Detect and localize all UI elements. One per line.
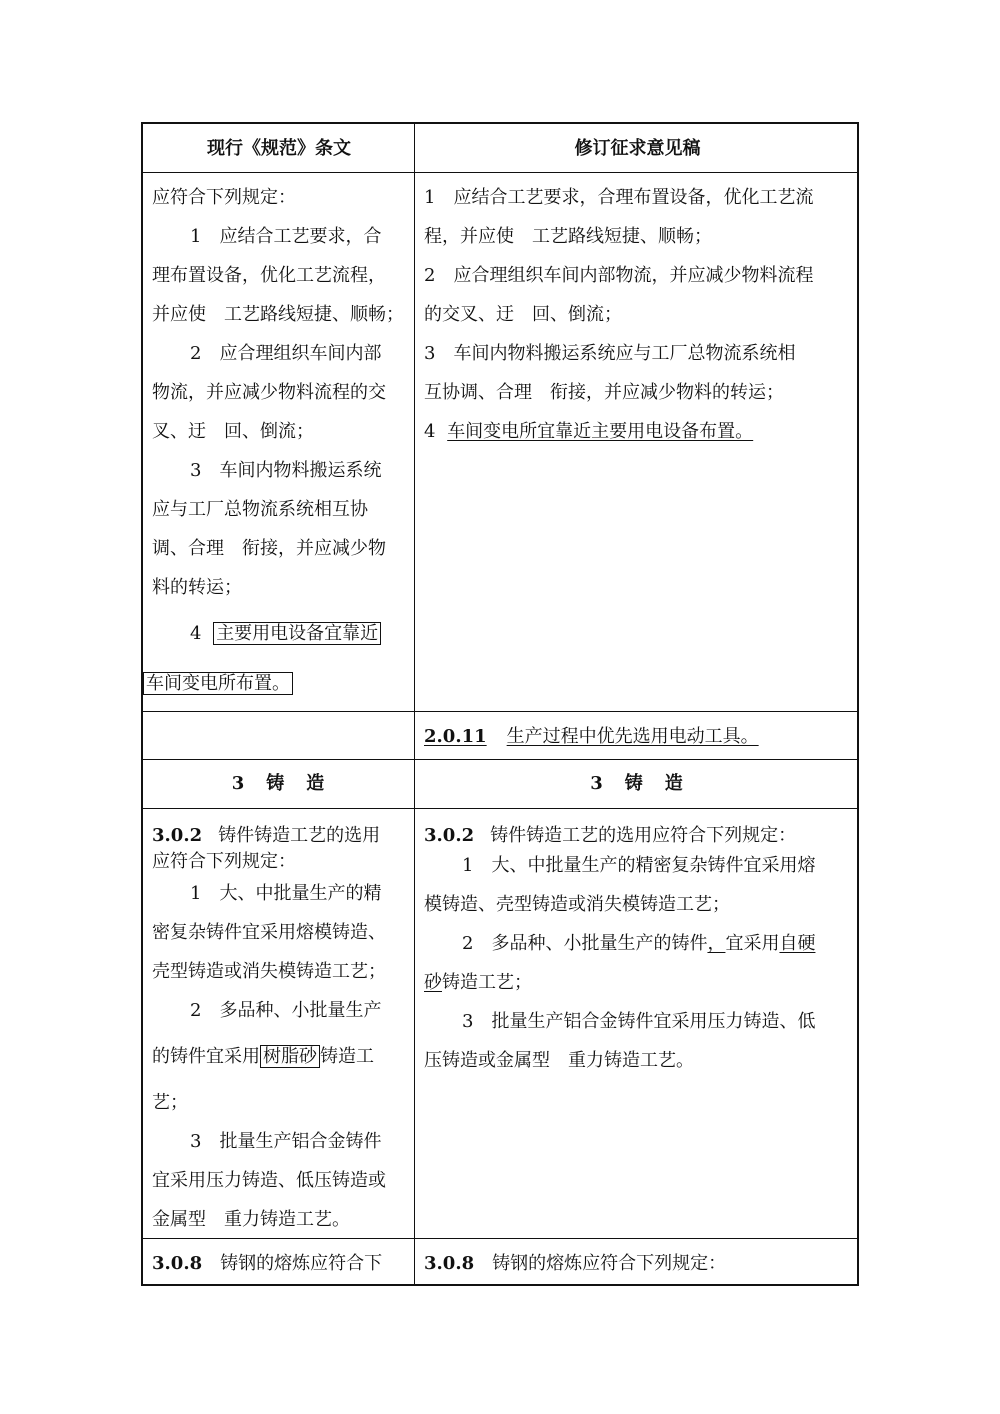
row1-left-item4 [152, 619, 381, 645]
row4-right-item2 [424, 929, 815, 955]
row4-left-line: 金属型 重力铸造工艺。 [152, 1209, 350, 1230]
header-current-code: 现行《规范》条文 [207, 138, 351, 159]
row1-left-line: 物流，并应减少物料流程的交 [152, 382, 386, 403]
row1-right-line: 1 应结合工艺要求，合理布置设备，优化工艺流 [424, 187, 814, 208]
underlined-added-text: 砂 [424, 972, 442, 993]
clause-number: 3.0.2 [152, 825, 203, 846]
underlined-added-text: ， [707, 933, 726, 954]
boxed-deleted-text: 主要用电设备宜靠近 [213, 622, 381, 645]
section-title-left: 3 铸 造 [231, 773, 327, 794]
row4-right-item2-cont [424, 968, 532, 994]
clause-text: 铸件铸造工艺的选用应符合下列规定： [490, 825, 797, 846]
header-revision-draft: 修订征求意见稿 [574, 138, 701, 159]
row4-right-line: 压铸造或金属型 重力铸造工艺。 [424, 1050, 694, 1071]
row4-left-line: 应符合下列规定： [152, 851, 296, 872]
row1-left-cell [143, 173, 414, 711]
clause-text: 铸造工艺； [442, 972, 532, 993]
clause-text: 铸件铸造工艺的选用 [218, 825, 381, 846]
item-number: 4 [190, 623, 202, 644]
row4-left-line: 3 批量生产铝合金铸件 [190, 1131, 382, 1152]
row4-right-line: 3 批量生产铝合金铸件宜采用压力铸造、低 [462, 1011, 816, 1032]
clause-text: 铸钢的熔炼应符合下 [220, 1253, 383, 1274]
row4-left-cell [143, 809, 414, 1238]
row4-left-line: 壳型铸造或消失模铸造工艺； [152, 961, 386, 982]
row1-left-line: 料的转运； [152, 577, 242, 598]
row1-right-line: 2 应合理组织车间内部物流，并应减少物料流程 [424, 265, 814, 286]
row1-left-line: 3 车间内物料搬运系统 [190, 460, 382, 481]
clause-text: 的铸件宜采用 [152, 1046, 260, 1067]
row1-right-item4 [424, 417, 753, 443]
clause-number: 2.0.11 [424, 726, 487, 747]
row4-right-line: 模铸造、壳型铸造或消失模铸造工艺； [424, 894, 730, 915]
row5-right-cell [415, 1239, 859, 1284]
row1-right-cell [415, 173, 859, 711]
row4-right-cell [415, 809, 859, 1238]
row1-right-line: 的交叉、迂 回、倒流； [424, 304, 622, 325]
clause-text: 铸钢的熔炼应符合下列规定： [492, 1253, 727, 1274]
clause-number: 3.0.8 [424, 1253, 475, 1274]
row5-left-line [152, 1249, 382, 1275]
row4-right-head [424, 821, 796, 847]
clause-text: 2 多品种、小批量生产的铸件 [462, 933, 708, 954]
row4-left-line: 密复杂铸件宜采用熔模铸造、 [152, 922, 386, 943]
row5-right-line [424, 1249, 726, 1275]
row1-left-line: 理布置设备，优化工艺流程， [152, 265, 386, 286]
row1-left-line: 应与工厂总物流系统相互协 [152, 499, 368, 520]
row1-left-line: 2 应合理组织车间内部 [190, 343, 382, 364]
section-title-right: 3 铸 造 [590, 773, 685, 794]
row1-left-line: 调、合理 衔接，并应减少物 [152, 538, 386, 559]
row1-left-item4-cont [143, 669, 293, 695]
row4-left-item2 [152, 1042, 374, 1068]
row4-left-line: 1 大、中批量生产的精 [190, 883, 382, 904]
boxed-deleted-text: 车间变电所布置。 [143, 672, 293, 695]
boxed-deleted-text: 树脂砂 [260, 1045, 320, 1068]
row1-left-line: 并应使 工艺路线短捷、顺畅； [152, 304, 404, 325]
underlined-added-text: 自硬 [779, 933, 816, 954]
row4-left-line: 艺； [152, 1092, 188, 1113]
row1-left-line: 应符合下列规定： [152, 187, 296, 208]
row4-left-head [152, 821, 380, 847]
underlined-added-text: 车间变电所宜靠近主要用电设备布置。 [447, 421, 754, 442]
clause-text: 宜采用 [725, 933, 780, 954]
row4-left-line: 宜采用压力铸造、低压铸造或 [152, 1170, 386, 1191]
row1-left-line: 叉、迂 回、倒流； [152, 421, 314, 442]
row2-right-line [424, 722, 759, 748]
row1-right-line: 互协调、合理 衔接，并应减少物料的转运； [424, 382, 784, 403]
clause-text: 铸造工 [320, 1046, 374, 1067]
row1-right-line: 程，并应使 工艺路线短捷、顺畅； [424, 226, 712, 247]
row5-left-cell [143, 1239, 414, 1284]
row4-right-line: 1 大、中批量生产的精密复杂铸件宜采用熔 [462, 855, 816, 876]
row2-right-cell [415, 712, 859, 759]
clause-number: 3.0.2 [424, 825, 475, 846]
row4-left-line: 2 多品种、小批量生产 [190, 1000, 382, 1021]
row1-right-line: 3 车间内物料搬运系统应与工厂总物流系统相 [424, 343, 796, 364]
clause-number: 3.0.8 [152, 1253, 203, 1274]
row1-left-line: 1 应结合工艺要求，合 [190, 226, 382, 247]
clause-text: 生产过程中优先选用电动工具。 [506, 726, 759, 747]
comparison-table [141, 122, 859, 1286]
item-number: 4 [424, 421, 436, 442]
